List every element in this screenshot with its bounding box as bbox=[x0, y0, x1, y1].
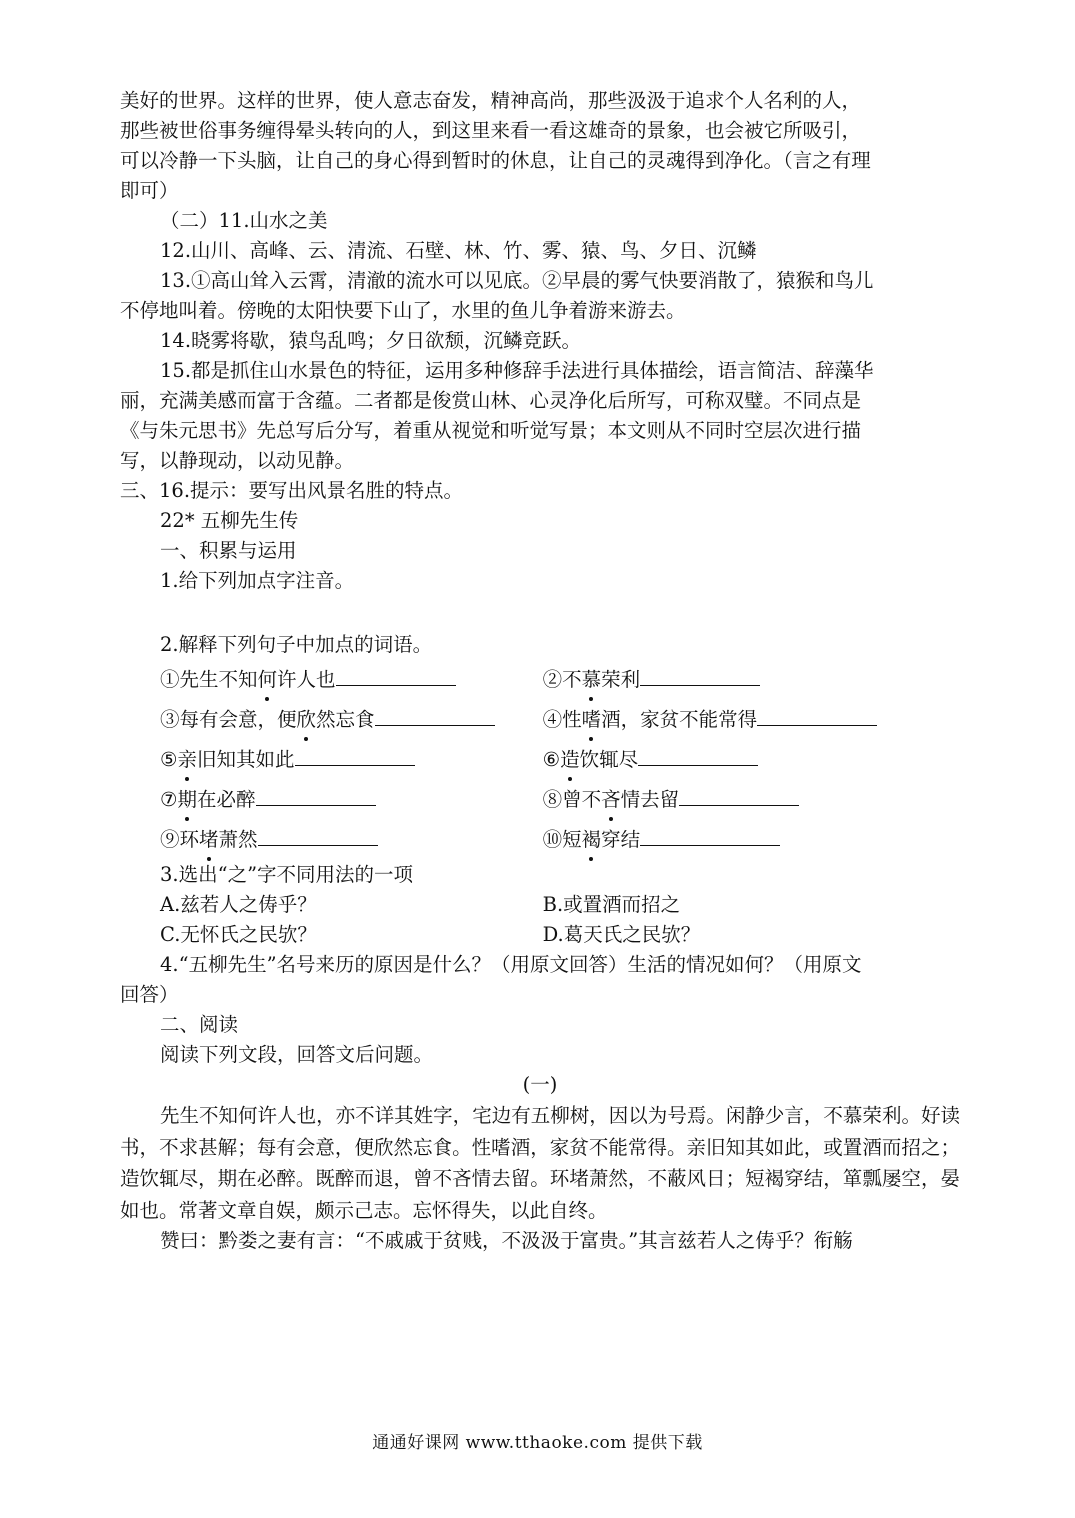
fill-item-text: 饮辄尽 bbox=[579, 748, 639, 771]
text-line: 美好的世界。这样的世界，使人意志奋发，精神高尚，那些汲汲于追求个人名利的人， bbox=[120, 89, 862, 112]
fill-item-text: 酒，家贫不能常得 bbox=[601, 708, 758, 731]
lesson-title: 22* 五柳先生传 bbox=[160, 509, 299, 532]
fill-item-text: ⑧曾不 bbox=[542, 788, 602, 811]
section-heading: 一、积累与运用 bbox=[160, 539, 297, 562]
fill-item bbox=[120, 785, 543, 815]
fill-item bbox=[543, 785, 960, 815]
answer-line: 14.晓雾将歇，猿鸟乱鸣；夕日欲颓，沉鳞竞跃。 bbox=[160, 329, 582, 352]
fill-item-text: 情去留 bbox=[620, 788, 680, 811]
fill-item bbox=[120, 705, 543, 735]
fill-item bbox=[543, 705, 960, 735]
fill-item-text: 旧知其如此 bbox=[197, 748, 295, 771]
section-heading: 二、阅读 bbox=[160, 1013, 239, 1036]
document-page bbox=[120, 86, 960, 1256]
fill-row bbox=[120, 740, 960, 780]
question-3: 3.选出“之”字不同用法的一项 bbox=[160, 863, 414, 886]
reading-section-label: (一) bbox=[522, 1073, 558, 1096]
answer-blank[interactable] bbox=[258, 827, 378, 846]
fill-item-text: ⑨环 bbox=[160, 828, 200, 851]
section-heading: （二）11.山水之美 bbox=[160, 209, 328, 232]
dotted-character: 吝 bbox=[601, 785, 621, 815]
fill-item-text: ⑩短 bbox=[542, 828, 582, 851]
fill-item-text: 荣利 bbox=[601, 668, 641, 691]
question-4-cont: 回答） bbox=[120, 983, 179, 1006]
answer-blank[interactable] bbox=[375, 707, 495, 726]
choice-d: D.葛天氏之民欤？ bbox=[542, 923, 701, 946]
text-line: 可以冷静一下头脑，让自己的身心得到暂时的休息，让自己的灵魂得到净化。（言之有理 bbox=[120, 149, 871, 172]
question-2: 2.解释下列句子中加点的词语。 bbox=[160, 633, 433, 656]
answer-line: 写，以静现动，以动见静。 bbox=[120, 449, 355, 472]
fill-item-text: 在必醉 bbox=[197, 788, 256, 811]
fill-item bbox=[120, 825, 543, 855]
reading-passage-2: 赞曰：黔娄之妻有言：“不戚戚于贫贱，不汲汲于富贵。”其言兹若人之俦乎？衔觞 bbox=[160, 1229, 853, 1252]
dotted-character: 亲 bbox=[177, 745, 197, 775]
fill-item-text: 萧然 bbox=[218, 828, 258, 851]
answer-blank[interactable] bbox=[638, 747, 758, 766]
choice-row bbox=[120, 890, 960, 920]
fill-item-text: 许人也 bbox=[277, 668, 336, 691]
dotted-character: 期 bbox=[177, 785, 197, 815]
dotted-character: 慕 bbox=[582, 665, 602, 695]
answer-line: 丽，充满美感而富于含蕴。二者都是俊赏山林、心灵净化后所写，可称双璧。不同点是 bbox=[120, 389, 862, 412]
choice-b: B.或置酒而招之 bbox=[542, 893, 681, 916]
dotted-character: 褐 bbox=[582, 825, 602, 855]
fill-item bbox=[120, 665, 543, 695]
fill-item-text: ①先生不知 bbox=[160, 668, 258, 691]
fill-row bbox=[120, 820, 960, 860]
dotted-character: 堵 bbox=[199, 825, 219, 855]
fill-row bbox=[120, 660, 960, 700]
answer-line: 《与朱元思书》先总写后分写，着重从视觉和听觉写景；本文则从不同时空层次进行描 bbox=[120, 419, 862, 442]
fill-item-text: ⑤ bbox=[160, 748, 178, 771]
text-line: 那些被世俗事务缠得晕头转向的人，到这里来看一看这雄奇的景象，也会被它所吸引， bbox=[120, 119, 862, 142]
fill-row bbox=[120, 700, 960, 740]
fill-in-grid bbox=[120, 660, 960, 860]
fill-item-text: ⑥ bbox=[542, 748, 561, 771]
answer-line: 12.山川、高峰、云、清流、石壁、林、竹、雾、猿、鸟、夕日、沉鳞 bbox=[160, 239, 757, 262]
question-4: 4.“五柳先生”名号来历的原因是什么？（用原文回答）生活的情况如何？（用原文 bbox=[160, 953, 862, 976]
answer-line: 13.①高山耸入云霄，清澈的流水可以见底。②早晨的雾气快要消散了，猿猴和鸟儿 bbox=[160, 269, 874, 292]
fill-item-text: ③每有会意，便 bbox=[160, 708, 297, 731]
fill-item-text: 穿结 bbox=[601, 828, 641, 851]
answer-blank[interactable] bbox=[679, 787, 799, 806]
reading-instruction: 阅读下列文段，回答文后问题。 bbox=[160, 1043, 434, 1066]
dotted-character: 嗜 bbox=[582, 705, 602, 735]
fill-item-text: ②不 bbox=[542, 668, 582, 691]
blank-space bbox=[120, 596, 960, 630]
text-line: 即可） bbox=[120, 179, 179, 202]
answer-blank[interactable] bbox=[295, 747, 415, 766]
answer-line: 三、16.提示：要写出风景名胜的特点。 bbox=[120, 479, 464, 502]
fill-item bbox=[120, 745, 543, 775]
fill-row bbox=[120, 780, 960, 820]
answer-line: 15.都是抓住山水景色的特征，运用多种修辞手法进行具体描绘，语言简洁、辞藻华 bbox=[160, 359, 874, 382]
fill-item bbox=[543, 745, 960, 775]
answer-blank[interactable] bbox=[757, 707, 877, 726]
choice-row bbox=[120, 920, 960, 950]
answer-line: 不停地叫着。傍晚的太阳快要下山了，水里的鱼儿争着游来游去。 bbox=[120, 299, 686, 322]
fill-item-text: ④性 bbox=[542, 708, 582, 731]
choice-c: C.无怀氏之民欤？ bbox=[160, 923, 317, 946]
fill-item bbox=[543, 665, 960, 695]
answer-blank[interactable] bbox=[256, 787, 376, 806]
page-footer: 通通好课网 www.tthaoke.com 提供下载 bbox=[372, 1433, 703, 1453]
dotted-character: 何 bbox=[258, 665, 278, 695]
dotted-character: 造 bbox=[560, 745, 580, 775]
fill-item-text: 然忘食 bbox=[316, 708, 375, 731]
choice-a: A.兹若人之俦乎？ bbox=[160, 893, 317, 916]
reading-passage: 先生不知何许人也，亦不详其姓字，宅边有五柳树，因以为号焉。闲静少言，不慕荣利。好读书，不求甚解；每有会意，便欣然忘食。性嗜酒，家贫不能常得。亲旧知其如此，或置酒而招之；造饮辄尽，期在必醉。既醉而退，曾不吝情去留。环堵萧然，不蔽风日；短褐穿结，箪瓢屡空，晏如也。常著文章自娱，颇示己志。忘怀得失，以此自终。 bbox=[120, 1104, 960, 1222]
fill-item-text: ⑦ bbox=[160, 788, 178, 811]
answer-blank[interactable] bbox=[336, 667, 456, 686]
fill-item bbox=[543, 825, 960, 855]
answer-blank[interactable] bbox=[640, 667, 760, 686]
answer-blank[interactable] bbox=[640, 827, 780, 846]
dotted-character: 欣 bbox=[297, 705, 317, 735]
question-1: 1.给下列加点字注音。 bbox=[160, 569, 355, 592]
